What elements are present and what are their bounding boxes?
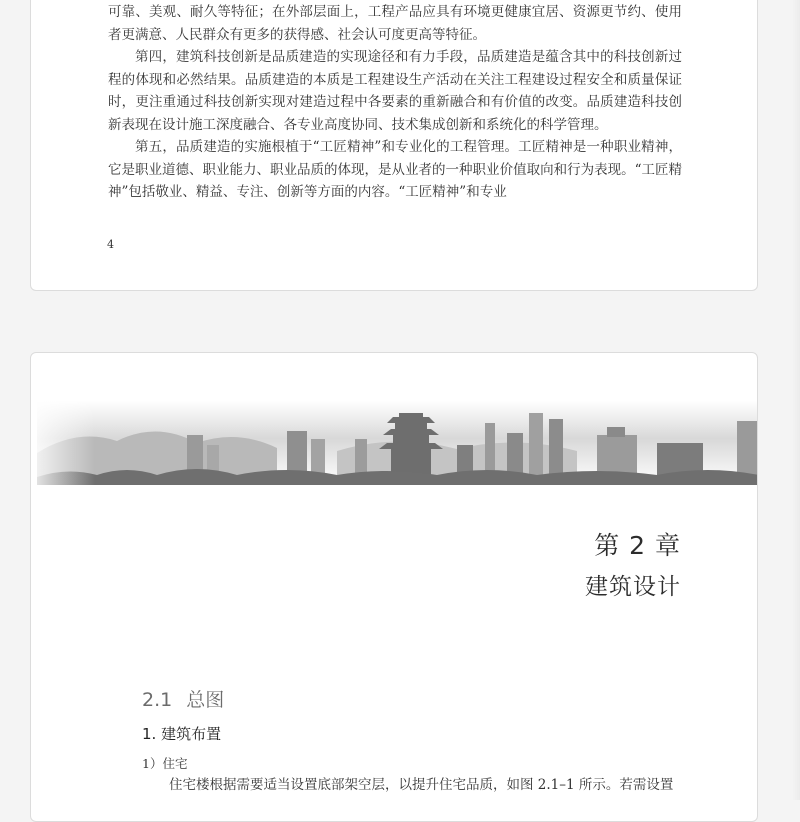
body-paragraph: 可靠、美观、耐久等特征；在外部层面上，工程产品应具有环境更健康宜居、资源更节约、使用者更满意、人民群众有更多的获得感、社会认可度更高等特征。 — [108, 4, 682, 43]
section-heading — [142, 685, 224, 712]
viewer-edge — [792, 0, 800, 800]
city-skyline-banner — [37, 393, 758, 493]
document-page-chapter-2 — [30, 352, 758, 822]
item-heading: 1）住宅 — [142, 756, 188, 771]
document-page-4 — [30, 0, 758, 291]
chapter-title: 建筑设计 — [585, 574, 681, 600]
subsection-heading: 1. 建筑布置 — [142, 725, 222, 743]
section-title: 总图 — [186, 689, 225, 711]
city-skyline-illustration — [37, 393, 758, 493]
page-number: 4 — [107, 238, 114, 251]
body-paragraph: 住宅楼根据需要适当设置底部架空层，以提升住宅品质，如图 2.1–1 所示。若需设置 — [169, 777, 674, 793]
body-paragraph: 第五，品质建造的实施根植于“工匠精神”和专业化的工程管理。工匠精神是一种职业精神，它是职业道德、职业能力、职业品质的体现，是从业者的一种职业价值取向和行为表现。“工匠精神”包括敬业、精益、专注、创新等方面的内容。“工匠精神”和专业 — [108, 139, 682, 200]
chapter-number: 第 2 章 — [594, 531, 681, 560]
section-number: 2.1 — [142, 689, 173, 711]
body-paragraph: 第四，建筑科技创新是品质建造的实现途径和有力手段，品质建造是蕴含其中的科技创新过程的体现和必然结果。品质建造的本质是工程建设生产活动在关注工程建设过程安全和质量保证时，更注重通过科技创新实现对建造过程中各要素的重新融合和有价值的改变。品质建造科技创新表现在设计施工深度融合、各专业高度协同、技术集成创新和系统化的科学管理。 — [108, 49, 682, 133]
